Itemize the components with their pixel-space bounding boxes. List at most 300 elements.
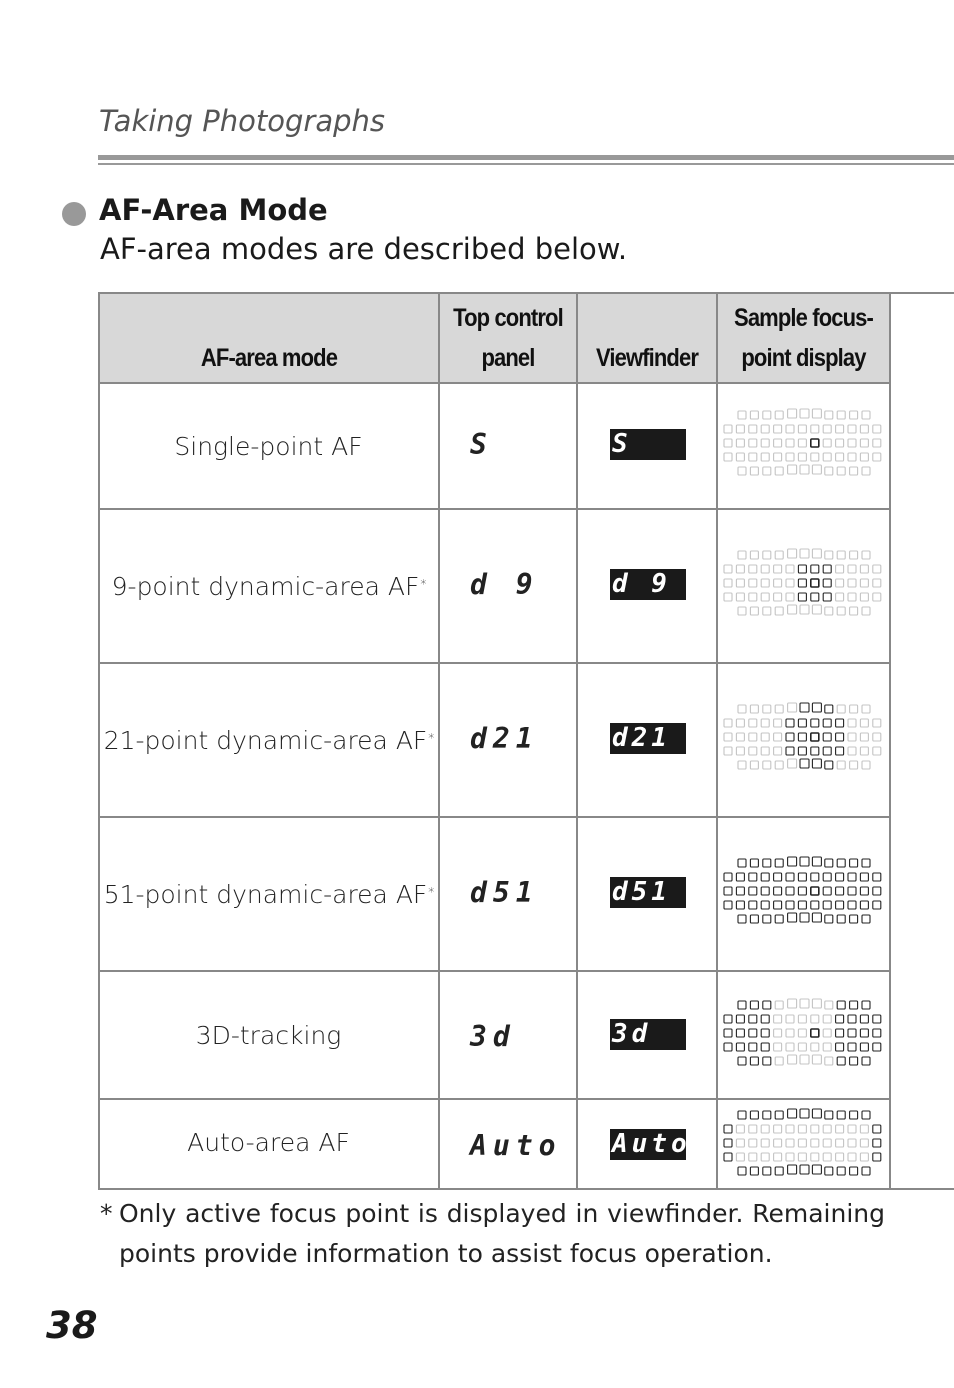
focus-point [823,1139,831,1147]
focus-point [825,1057,833,1065]
focus-point [775,1001,783,1009]
focus-point [763,1167,771,1175]
mode-label: Auto-area AF [187,1127,350,1157]
focus-point [823,1125,831,1133]
focus-point [761,887,769,895]
focus-point [836,873,844,881]
section-heading: AF-Area Mode [99,193,328,227]
focus-point [811,747,819,755]
focus-point [800,1165,809,1174]
focus-point [788,913,797,922]
focus-point [750,607,758,615]
focus-point [786,873,794,881]
focus-point [775,761,783,769]
focus-point [825,467,833,475]
focus-point [749,579,757,587]
focus-point [862,411,870,419]
focus-point [724,873,732,881]
focus-point [736,1015,744,1023]
focus-point [788,1109,797,1118]
table-footnote [100,1194,885,1274]
focus-point [848,579,856,587]
focus-point [848,747,856,755]
focus-point [825,1167,833,1175]
focus-point [774,453,782,461]
viewfinder-indicator: d 9 [610,569,686,600]
focus-point [738,915,746,923]
focus-point [786,747,794,755]
focus-point [761,565,769,573]
focus-point [873,1139,881,1147]
viewfinder-indicator: 3d [610,1019,686,1050]
focus-point [823,593,831,601]
focus-point [825,705,833,713]
footnote-marker: * [428,885,435,899]
focus-point-grid-d9 [722,547,888,619]
footnote-marker: * [428,731,435,745]
focus-point [763,859,771,867]
focus-point [848,1153,856,1161]
focus-point [786,1029,794,1037]
focus-point [761,453,769,461]
focus-point [836,453,844,461]
focus-point [798,873,806,881]
focus-point [763,1111,771,1119]
focus-point [860,425,868,433]
focus-point [763,915,771,923]
focus-point [788,703,797,712]
table-col-divider [438,292,440,1190]
focus-point-grid-single [722,407,888,479]
header-rule [98,155,954,160]
focus-point [775,1167,783,1175]
focus-point [812,759,821,768]
focus-point [860,453,868,461]
focus-point [724,1139,732,1147]
footnote-star: * [100,1199,113,1228]
focus-point [800,409,809,418]
focus-point [750,915,758,923]
focus-point [811,565,819,573]
focus-point [761,593,769,601]
focus-point [798,1153,806,1161]
focus-point [873,439,881,447]
focus-point [788,605,797,614]
focus-point [761,747,769,755]
focus-point [825,915,833,923]
focus-point [763,1057,771,1065]
focus-point [860,1153,868,1161]
focus-point [873,1043,881,1051]
focus-point [873,579,881,587]
focus-point [749,1153,757,1161]
focus-point [850,859,858,867]
focus-point [736,719,744,727]
focus-point [736,873,744,881]
focus-point [775,705,783,713]
focus-point [837,1111,845,1119]
focus-point [749,439,757,447]
focus-point [763,467,771,475]
focus-point [873,1015,881,1023]
focus-point [798,733,806,741]
col-header-mode: AF-area mode [200,344,338,372]
focus-point [848,733,856,741]
focus-point [775,607,783,615]
focus-point [823,1015,831,1023]
focus-point [811,719,819,727]
focus-point [763,411,771,419]
focus-point [811,425,819,433]
focus-point [736,1029,744,1037]
focus-point [786,439,794,447]
focus-point [812,703,821,712]
focus-point [798,453,806,461]
focus-point [848,425,856,433]
top-panel-indicator: S [470,428,493,461]
focus-point [738,1001,746,1009]
focus-point [761,1015,769,1023]
row-mode-single [100,384,438,508]
focus-point [850,915,858,923]
focus-point [736,901,744,909]
focus-point [724,1043,732,1051]
focus-point [850,1001,858,1009]
focus-point [873,1153,881,1161]
focus-point [738,411,746,419]
focus-point [761,439,769,447]
focus-point [860,733,868,741]
focus-point [800,703,809,712]
focus-point [798,1043,806,1051]
focus-point [811,1015,819,1023]
focus-point [825,411,833,419]
focus-point [860,439,868,447]
focus-point [788,1165,797,1174]
table-border-right [889,292,891,1190]
focus-point [823,565,831,573]
focus-point [750,467,758,475]
table-row-divider [98,508,891,510]
focus-point [812,999,821,1008]
focus-point [736,453,744,461]
focus-point [812,409,821,418]
focus-point [811,887,819,895]
focus-point [736,733,744,741]
focus-point [786,453,794,461]
focus-point [749,733,757,741]
focus-point [800,549,809,558]
focus-point [848,439,856,447]
focus-point [788,549,797,558]
focus-point [848,1125,856,1133]
focus-point [736,439,744,447]
focus-point [788,999,797,1008]
focus-point [848,453,856,461]
focus-point [837,551,845,559]
focus-point [788,759,797,768]
focus-point [860,1015,868,1023]
focus-point [749,1015,757,1023]
focus-point [823,747,831,755]
focus-point [786,1043,794,1051]
focus-point [811,1029,819,1037]
focus-point [774,873,782,881]
focus-point [800,913,809,922]
table-row-divider [98,382,891,384]
focus-point [836,425,844,433]
focus-point [873,1125,881,1133]
focus-point [823,579,831,587]
focus-point [761,425,769,433]
focus-point [848,901,856,909]
focus-point [862,915,870,923]
focus-point [763,1001,771,1009]
focus-point [798,1015,806,1023]
focus-point [873,733,881,741]
focus-point [812,605,821,614]
col-header-top-panel: Top control panel [453,304,563,372]
focus-point [774,719,782,727]
focus-point [750,1057,758,1065]
focus-point [862,607,870,615]
focus-point [738,467,746,475]
viewfinder-indicator: d21 [610,723,686,754]
focus-point [736,565,744,573]
focus-point [786,579,794,587]
header-rule-thin [98,163,954,165]
top-panel-indicator: 3d [470,1020,516,1053]
focus-point [812,549,821,558]
focus-point-grid-auto [722,1107,888,1179]
focus-point [798,425,806,433]
focus-point [736,1125,744,1133]
focus-point [749,1139,757,1147]
focus-point [786,1125,794,1133]
focus-point [812,1165,821,1174]
focus-point [763,705,771,713]
focus-point [786,593,794,601]
table-row-divider [98,970,891,972]
focus-point [837,607,845,615]
focus-point [837,467,845,475]
focus-point [798,901,806,909]
focus-point [761,1125,769,1133]
focus-point [788,409,797,418]
focus-point [873,453,881,461]
table-row-divider [98,1098,891,1100]
focus-point [860,901,868,909]
focus-point [825,1001,833,1009]
focus-point [862,705,870,713]
focus-point [800,465,809,474]
viewfinder-indicator: S [610,429,686,460]
mode-label: 9-point dynamic-area AF [111,571,420,601]
focus-point [848,719,856,727]
focus-point [786,1153,794,1161]
focus-point [724,733,732,741]
focus-point [800,999,809,1008]
table-border-left [98,292,100,1190]
focus-point [811,1139,819,1147]
focus-point [823,425,831,433]
focus-point [798,1125,806,1133]
focus-point [823,901,831,909]
top-panel-indicator: d 9 [470,568,539,601]
focus-point [786,901,794,909]
col-header-viewfinder: Viewfinder [595,344,699,372]
focus-point [798,1139,806,1147]
focus-point [786,733,794,741]
focus-point [837,1057,845,1065]
focus-point [811,901,819,909]
focus-point [724,425,732,433]
focus-point [862,859,870,867]
focus-point [788,1055,797,1064]
focus-point [761,1139,769,1147]
focus-point [774,747,782,755]
focus-point [761,1029,769,1037]
heading-bullet-icon [62,202,86,226]
viewfinder-indicator: Auto [612,1129,691,1159]
focus-point [763,761,771,769]
focus-point [873,887,881,895]
focus-point [873,565,881,573]
focus-point [724,579,732,587]
focus-point [823,439,831,447]
focus-point [750,705,758,713]
focus-point [775,1057,783,1065]
focus-point [836,565,844,573]
page-number: 38 [46,1304,98,1347]
section-intro: AF-area modes are described below. [100,232,628,266]
focus-point [800,1109,809,1118]
focus-point [798,1029,806,1037]
col-header-sample: Sample focus-point display [734,304,873,372]
focus-point [750,761,758,769]
focus-point [860,747,868,755]
focus-point [837,915,845,923]
focus-point [750,1167,758,1175]
focus-point [774,1043,782,1051]
focus-point [738,761,746,769]
focus-point-grid-d51 [722,855,888,927]
focus-point [724,593,732,601]
focus-point [749,901,757,909]
focus-point [848,1029,856,1037]
focus-point [860,1125,868,1133]
focus-point [774,733,782,741]
focus-point [724,887,732,895]
focus-point [850,551,858,559]
mode-label: 21-point dynamic-area AF [103,725,428,755]
focus-point [848,873,856,881]
focus-point [848,1139,856,1147]
focus-point [850,1111,858,1119]
focus-point [749,425,757,433]
focus-point [850,1167,858,1175]
focus-point [761,1043,769,1051]
mode-label: 51-point dynamic-area AF [103,879,428,909]
focus-point [850,411,858,419]
focus-point [848,593,856,601]
focus-point [774,887,782,895]
focus-point [836,1043,844,1051]
focus-point [800,605,809,614]
focus-point [800,857,809,866]
focus-point [811,1043,819,1051]
focus-point [873,425,881,433]
viewfinder-indicator: d51 [610,877,686,908]
focus-point [761,901,769,909]
focus-point [761,579,769,587]
focus-point [761,1153,769,1161]
focus-point [800,1055,809,1064]
focus-point [836,733,844,741]
focus-point [811,439,819,447]
focus-point [825,859,833,867]
focus-point [749,453,757,461]
focus-point [811,873,819,881]
focus-point [775,467,783,475]
focus-point [836,1029,844,1037]
focus-point [749,565,757,573]
focus-point [724,439,732,447]
focus-point [798,593,806,601]
focus-point [823,1029,831,1037]
focus-point [738,705,746,713]
focus-point [788,857,797,866]
focus-point [798,887,806,895]
focus-point [786,719,794,727]
focus-point [749,1043,757,1051]
focus-point [862,1111,870,1119]
focus-point [812,1055,821,1064]
footnote-text: Only active focus point is displayed in viewfinder. Remaining points provide information to assist focus operation. [119,1199,885,1268]
focus-point [823,887,831,895]
focus-point [873,719,881,727]
focus-point [825,607,833,615]
focus-point [860,1043,868,1051]
focus-point [836,593,844,601]
focus-point [775,1111,783,1119]
focus-point [837,761,845,769]
focus-point [836,1153,844,1161]
focus-point [763,607,771,615]
focus-point [724,747,732,755]
focus-point [836,1139,844,1147]
focus-point [836,901,844,909]
mode-label: Single-point AF [174,431,363,461]
focus-point [774,1153,782,1161]
focus-point [860,873,868,881]
focus-point [811,733,819,741]
top-panel-indicator: Auto [470,1129,562,1162]
focus-point [860,1029,868,1037]
focus-point [837,411,845,419]
focus-point [774,901,782,909]
focus-point [750,1001,758,1009]
focus-point [750,1111,758,1119]
focus-point [749,1029,757,1037]
focus-point [798,439,806,447]
focus-point [761,733,769,741]
focus-point [738,1057,746,1065]
focus-point [873,873,881,881]
focus-point [786,1139,794,1147]
focus-point [873,1029,881,1037]
focus-point [749,747,757,755]
